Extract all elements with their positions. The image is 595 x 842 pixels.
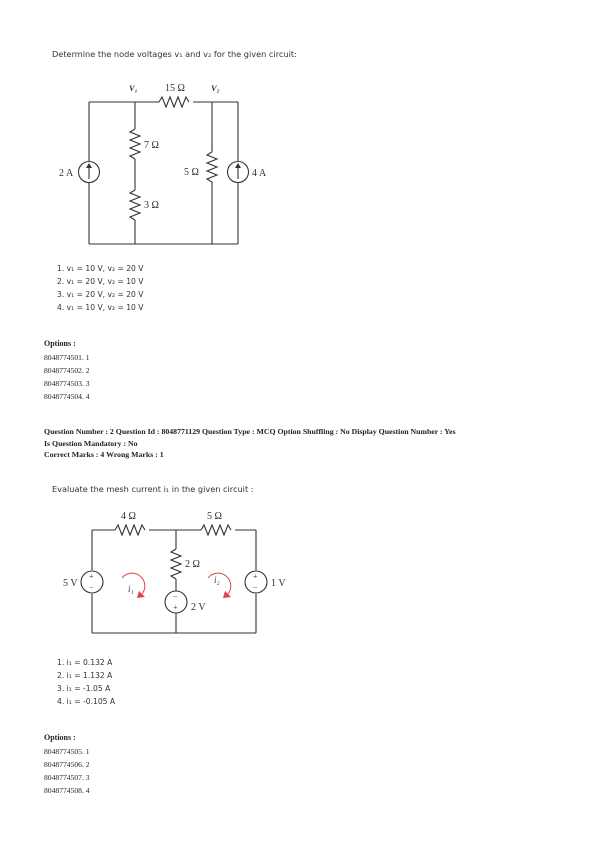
q2-option-3: 8048774507. 3 (44, 773, 90, 782)
q1-option-2: 8048774502. 2 (44, 366, 90, 375)
q1-option-4: 8048774504. 4 (44, 392, 90, 401)
q1-r-top-label: 15 Ω (165, 83, 185, 94)
q2-v-right-plus: + (253, 572, 258, 581)
q2-meta-line2: Is Question Mandatory : No (44, 438, 138, 448)
q1-r-mid-upper-label: 7 Ω (144, 140, 159, 151)
q1-answer-1: 1. v₁ = 10 V, v₂ = 20 V (57, 264, 144, 273)
q2-v-mid-label: 2 V (191, 602, 206, 613)
q2-r-right-label: 5 Ω (207, 511, 222, 522)
q1-answer-4: 4. v₁ = 10 V, v₂ = 10 V (57, 303, 144, 312)
q2-option-1: 8048774505. 1 (44, 747, 90, 756)
q2-v-left-minus: − (89, 583, 94, 592)
q2-answer-1: 1. i₁ = 0.132 A (57, 658, 113, 667)
q1-source-right-label: 4 A (252, 168, 267, 179)
q1-option-1: 8048774501. 1 (44, 353, 90, 362)
q2-options-block (44, 733, 90, 797)
q2-option-4: 8048774508. 4 (44, 786, 90, 795)
q2-v-right-label: 1 V (271, 578, 286, 589)
q1-r-right-label: 5 Ω (184, 167, 199, 178)
q1-r-mid-lower-label: 3 Ω (144, 200, 159, 211)
q2-v-mid-minus: − (173, 592, 178, 601)
q2-answer-3: 3. i₁ = -1.05 A (57, 684, 111, 693)
q2-answer-4: 4. i₁ = -0.105 A (57, 697, 116, 706)
q2-r-mid-label: 2 Ω (185, 559, 200, 570)
q2-meta-line3: Correct Marks : 4 Wrong Marks : 1 (44, 450, 164, 459)
q2-v-left-plus: + (89, 572, 94, 581)
q2-meta-line1: Question Number : 2 Question Id : 8048771129 Question Type : MCQ Option Shuffling : No Display Question Number : Yes (44, 427, 456, 436)
q2-v-mid-plus: + (173, 603, 178, 612)
q2-resistor-2-zigzag (171, 549, 181, 579)
q2-answer-2: 2. i₁ = 1.132 A (57, 671, 113, 680)
q1-source-left-label: 2 A (59, 168, 74, 179)
q2-option-2: 8048774506. 2 (44, 760, 90, 769)
q2-r-left-label: 4 Ω (121, 511, 136, 522)
q2-options-title: Options : (44, 733, 76, 742)
q2-prompt: Evaluate the mesh current i₁ in the given circuit : (52, 484, 254, 494)
q2-resistor-5-zigzag (201, 525, 231, 535)
q2-v-right-minus: − (253, 583, 258, 592)
q2-resistor-4-zigzag (115, 525, 145, 535)
q2-answer-list (57, 656, 115, 708)
q1-node1-label: V₁ (129, 83, 138, 93)
q1-answer-3: 3. v₁ = 20 V, v₂ = 20 V (57, 290, 144, 299)
q2-v-left-label: 5 V (63, 578, 78, 589)
q1-options-title: Options : (44, 339, 76, 348)
q2-i2-label: i₂ (214, 575, 220, 585)
q1-prompt: Determine the node voltages v₁ and v₂ for the given circuit: (52, 49, 297, 59)
q1-answer-2: 2. v₁ = 20 V, v₂ = 10 V (57, 277, 144, 286)
q1-node2-label: V₂ (211, 83, 220, 93)
q2-i1-label: i₁ (128, 584, 134, 594)
q1-option-3: 8048774503. 3 (44, 379, 90, 388)
